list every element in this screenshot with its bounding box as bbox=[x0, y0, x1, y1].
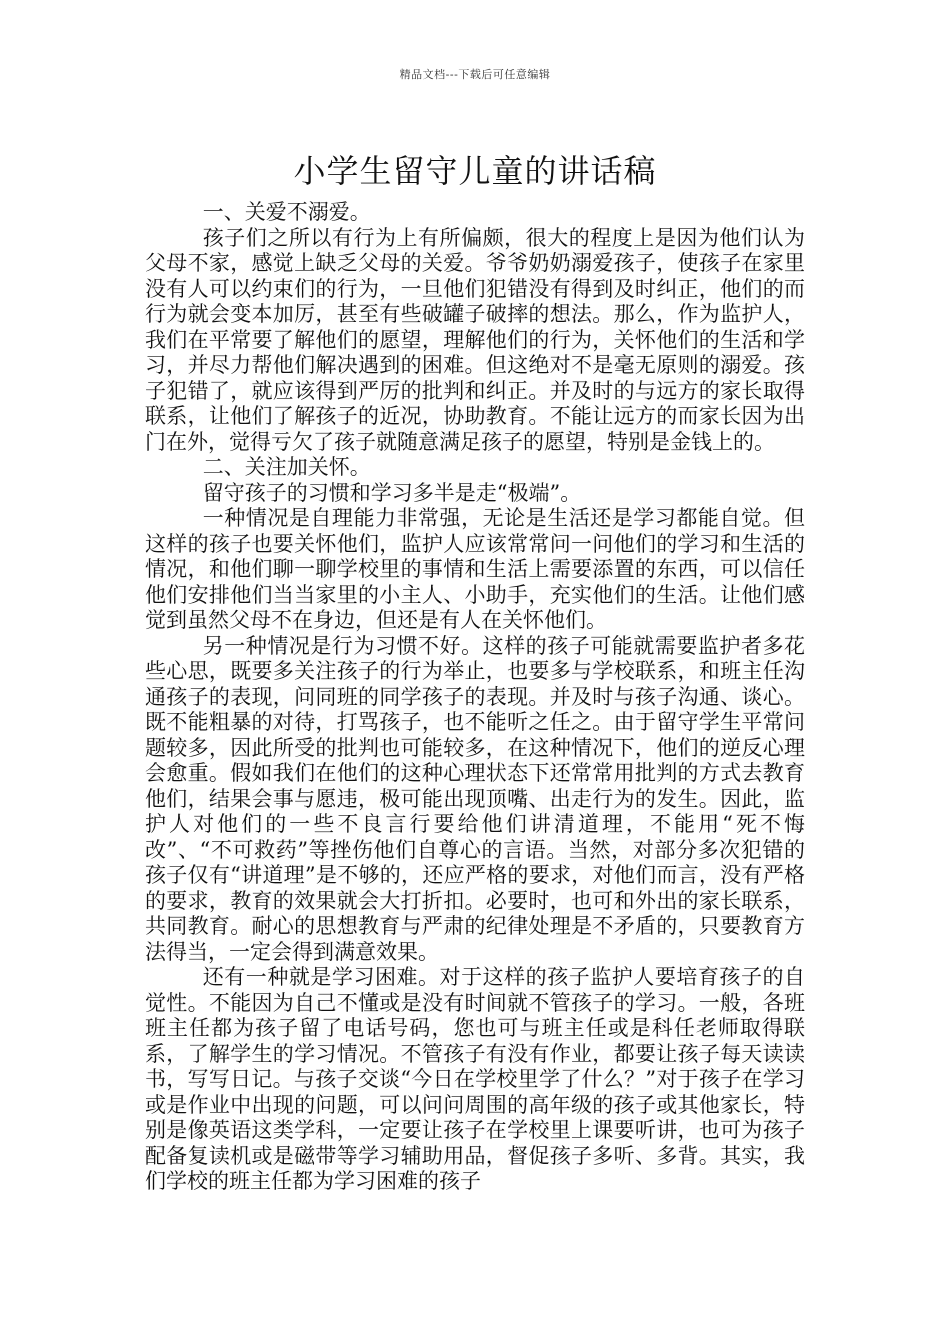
paragraph: 另一种情况是行为习惯不好。这样的孩子可能就需要监护者多花些心思，既要多关注孩子的行为举止，也要多与学校联系，和班主任沟通孩子的表现，问同班的同学孩子的表现。并及时与孩子沟通、谈心。既不能粗暴的对待，打骂孩子，也不能听之任之。由于留守学生平常问题较多，因此所受的批判也可能较多，在这种情况下，他们的逆反心理会愈重。假如我们在他们的这种心理状态下还常常用批判的方式去教育他们，结果会事与愿违，极可能出现顶嘴、出走行为的发生。因此，监护人对他们的一些不良言行要给他们讲清道理，不能用“死不悔改”、“不可救药”等挫伤他们自尊心的言语。当然，对部分多次犯错的孩子仅有“讲道理”是不够的，还应严格的要求，对他们而言，没有严格的要求，教育的效果就会大打折扣。必要时，也可和外出的家长联系，共同教育。耐心的思想教育与严肃的纪律处理是不矛盾的，只要教育方法得当，一定会得到满意效果。 bbox=[145, 633, 805, 964]
document-body bbox=[145, 200, 805, 1195]
paragraph: 还有一种就是学习困难。对于这样的孩子监护人要培育孩子的自觉性。不能因为自己不懂或是没有时间就不管孩子的学习。一般，各班班主任都为孩子留了电话号码，您也可与班主任或是科任老师取得联系，了解学生的学习情况。不管孩子有没有作业，都要让孩子每天读读书，写写日记。与孩子交谈“今日在学校里学了什么？”对于孩子在学习或是作业中出现的问题，可以问问周围的高年级的孩子或其他家长，特别是像英语这类学科，一定要让孩子在学校里上课要听讲，也可为孩子配备复读机或是磁带等学习辅助用品，督促孩子多听、多背。其实，我们学校的班主任都为学习困难的孩子 bbox=[145, 965, 805, 1193]
paragraph: 留守孩子的习惯和学习多半是走“极端”。 bbox=[202, 480, 582, 505]
header-note: 精品文档---下载后可任意编辑 bbox=[399, 68, 551, 81]
paragraph: 一种情况是自理能力非常强，无论是生活还是学习都能自觉。但这样的孩子也要关怀他们，监护人应该常常问一问他们的学习和生活的情况，和他们聊一聊学校里的事情和生活上需要添置的东西，可以信任他们安排他们当当家里的小主人、小助手，充实他们的生活。让他们感觉到虽然父母不在身边，但还是有人在关怀他们。 bbox=[145, 506, 805, 632]
section-heading-2: 二、关注加关怀。 bbox=[202, 455, 371, 479]
paragraph: 孩子们之所以有行为上有所偏颇，很大的程度上是因为他们认为父母不家，感觉上缺乏父母的关爱。爷爷奶奶溺爱孩子，使孩子在家里没有人可以约束们的行为，一旦他们犯错没有得到及时纠正，他们的而行为就会变本加厉，甚至有些破罐子破摔的想法。那么，作为监护人，我们在平常要了解他们的愿望，理解他们的行为，关怀他们的生活和学习，并尽力帮他们解决遇到的困难。但这绝对不是毫无原则的溺爱。孩子犯错了，就应该得到严厉的批判和纠正。并及时的与远方的家长取得联系，让他们了解孩子的近况，协助教育。不能让远方的而家长因为出门在外，觉得亏欠了孩子就随意满足孩子的愿望，特别是金钱上的。 bbox=[145, 225, 805, 454]
section-heading-1: 一、关爱不溺爱。 bbox=[202, 200, 371, 224]
document-title: 小学生留守儿童的讲话稿 bbox=[293, 152, 657, 191]
